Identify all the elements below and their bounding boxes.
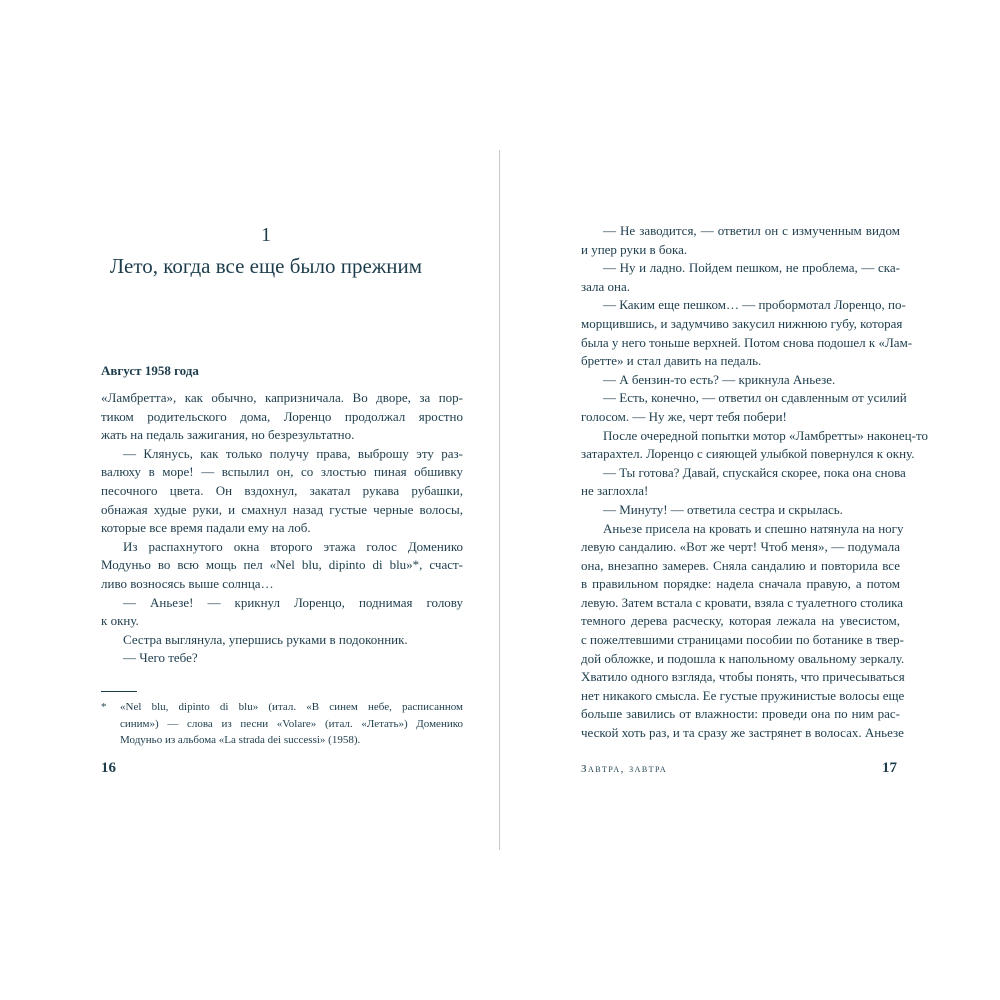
text-line: бретте» и стал давить на педаль. xyxy=(581,353,762,369)
date-heading: Август 1958 года xyxy=(101,363,199,378)
text-line: Сестра выглянула, упершись руками в подоконник. xyxy=(123,631,408,647)
text-line: — Каким еще пешком… — пробормотал Лоренцо, по- xyxy=(603,297,906,313)
footnote-line: «Nel blu, dipinto di blu» (итал. «В синем небе, расписанном xyxy=(120,701,463,713)
footnote-text xyxy=(120,699,463,749)
footnote-rule xyxy=(101,691,137,692)
text-line: в правильном порядке: надела сначала правую, а потом xyxy=(581,576,900,592)
text-line: больше завились от влажности: проведи она по ним рас- xyxy=(581,706,900,722)
text-line: Хватило одного взгляда, чтобы понять, что причесываться xyxy=(581,669,905,685)
paragraph xyxy=(581,259,900,296)
text-line: морщившись, и задумчиво закусил нижнюю губу, которая xyxy=(581,315,903,331)
page-number-left: 16 xyxy=(101,760,116,776)
text-line: она, внезапно замерев. Сняла сандалию и повторила все xyxy=(581,557,900,573)
text-line: Модуньо во всю мощь пел «Nel blu, dipinto di blu»*, счаст- xyxy=(101,557,463,573)
text-line: темного дерева расческу, которая лежала на увесистом, xyxy=(581,613,900,629)
text-line: которые все время падали ему на лоб. xyxy=(101,520,311,536)
text-line: — Есть, конечно, — ответил он сдавленным от усилий xyxy=(603,390,907,406)
text-line: жать на педаль зажигания, но безрезультатно. xyxy=(101,427,355,443)
left-body-text xyxy=(101,389,463,668)
footnote-line: синим») — слова из песни «Volare» (итал. «Летать») Доменико xyxy=(120,717,463,730)
text-line: — Минуту! — ответила сестра и скрылась. xyxy=(603,501,843,517)
text-line: с пожелтевшими страницами пособии по ботанике в твер- xyxy=(581,632,904,648)
chapter-number: 1 xyxy=(261,224,271,246)
text-line: — Клянусь, как только получу права, выброшу эту раз- xyxy=(123,445,463,461)
paragraph xyxy=(581,371,900,390)
chapter-title: Лето, когда все еще было прежним xyxy=(109,254,423,278)
text-line: «Ламбретта», как обычно, капризничала. Во дворе, за пор- xyxy=(101,390,463,405)
text-line: После очередной попытки мотор «Ламбретты» наконец-то xyxy=(603,427,928,443)
paragraph xyxy=(101,594,463,631)
text-line: была у него тоньше верхней. Потом снова подошел к «Лам- xyxy=(581,334,913,350)
paragraph xyxy=(581,427,928,464)
text-line: — Не заводится, — ответил он с измученным видом xyxy=(603,223,900,238)
text-line: зала она. xyxy=(581,278,631,294)
text-line: Аньезе присела на кровать и спешно натянула на ногу xyxy=(603,520,904,536)
text-line: и упер руки в бока. xyxy=(581,241,688,257)
text-line: тиком родительского дома, Лоренцо продолжал яростно xyxy=(101,408,463,424)
text-line: голосом. — Ну же, черт тебя побери! xyxy=(581,408,787,424)
text-line: — А бензин-то есть? — крикнула Аньезе. xyxy=(603,371,836,387)
text-line: — Аньезе! — крикнул Лоренцо, поднимая голову xyxy=(123,594,463,610)
footnote-mark: * xyxy=(101,701,107,713)
footnote-line: Модуньо из альбома «La strada dei successi» (1958). xyxy=(120,734,361,746)
text-line: песочного цвета. Он вздохнул, закатал рукава рубашки, xyxy=(101,482,463,498)
text-line: затарахтел. Лоренцо с сияющей улыбкой повернулся к окну. xyxy=(581,446,915,462)
paragraph xyxy=(581,296,913,370)
paragraph xyxy=(101,445,463,538)
paragraph xyxy=(581,222,900,259)
paragraph xyxy=(581,520,905,743)
text-line: ческой хоть раз, и та сразу же застрянет в волосах. Аньезе xyxy=(581,725,904,741)
right-body-text xyxy=(581,222,928,743)
text-line: ливо возносясь выше солнца… xyxy=(101,575,274,591)
book-gutter-divider xyxy=(499,150,500,850)
paragraph xyxy=(101,631,463,650)
text-line: — Ну и ладно. Пойдем пешком, не проблема, — ска- xyxy=(603,260,900,276)
text-line: валюху в море! — вспылил он, со злостью пиная обшивку xyxy=(101,464,463,480)
text-line: Из распахнутого окна второго этажа голос Доменико xyxy=(123,538,463,554)
text-line: нет никакого смысла. Ее густые пружинистые волосы еще xyxy=(581,687,905,703)
paragraph xyxy=(101,389,463,445)
paragraph xyxy=(581,464,906,501)
paragraph xyxy=(581,389,907,426)
text-line: — Ты готова? Давай, спускайся скорее, пока она снова xyxy=(603,464,906,480)
page-number-right: 17 xyxy=(882,760,897,776)
text-line: — Чего тебе? xyxy=(123,650,198,666)
text-line: дой обложке, и подошла к напольному овальному зеркалу. xyxy=(581,650,905,666)
text-line: обнажая худые руки, и смахнул назад густые черные волосы, xyxy=(101,501,463,517)
text-line: левую. Затем встала с кровати, взяла с туалетного столика xyxy=(581,594,904,610)
text-line: левую сандалию. «Вот же черт! Чтоб меня», — подумала xyxy=(581,539,900,555)
paragraph xyxy=(101,649,463,668)
footnote xyxy=(101,699,463,749)
running-head: Завтра, завтра xyxy=(581,763,668,775)
paragraph xyxy=(581,501,900,520)
text-line: к окну. xyxy=(101,613,139,629)
text-line: не заглохла! xyxy=(581,483,649,499)
paragraph xyxy=(101,538,463,594)
